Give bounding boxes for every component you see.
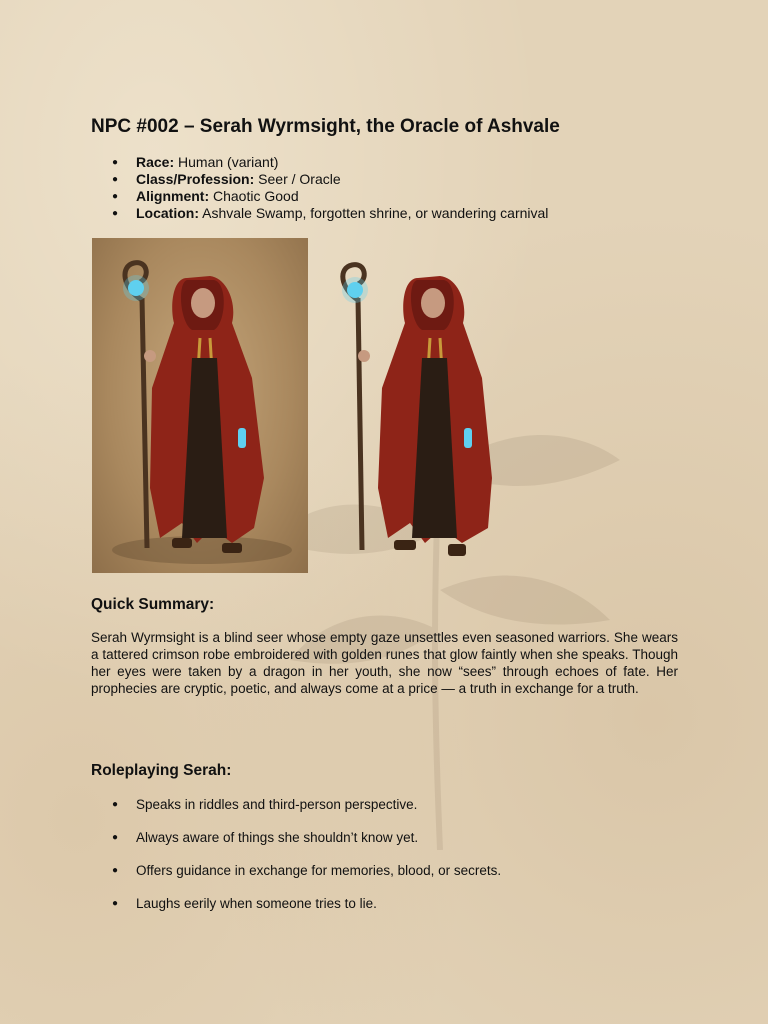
stat-value: Seer / Oracle xyxy=(258,171,341,187)
stat-race xyxy=(112,154,548,171)
stat-class xyxy=(112,171,548,188)
stat-value: Chaotic Good xyxy=(213,188,299,204)
roleplaying-item: ● Always aware of things she shouldn’t know yet. xyxy=(112,829,501,862)
stat-location xyxy=(112,205,548,222)
quick-summary-text: Serah Wyrmsight is a blind seer whose empty gaze unsettles even seasoned warriors. She wears a tattered crimson robe embroidered with golden runes that glow faintly when she speaks. Though her eyes were taken by a dragon in her youth, she now “sees” through echoes of fate. Her prophecies are cryptic, poetic, and always come at a price — a truth in exchange for a truth. xyxy=(91,630,678,696)
stat-list xyxy=(112,154,548,222)
roleplaying-item: ● Speaks in riddles and third-person perspective. xyxy=(112,796,501,829)
page-title: NPC #002 – Serah Wyrmsight, the Oracle of Ashvale xyxy=(91,116,560,137)
roleplaying-heading: Roleplaying Serah: xyxy=(91,762,232,779)
stat-value: Ashvale Swamp, forgotten shrine, or wandering carnival xyxy=(202,205,549,221)
cutout-figure-image xyxy=(330,238,510,573)
stat-label: Location: xyxy=(136,205,199,221)
stat-value: Human (variant) xyxy=(178,154,279,170)
roleplaying-item: ● Offers guidance in exchange for memories, blood, or secrets. xyxy=(112,862,501,895)
roleplaying-item: ● Laughs eerily when someone tries to lie. xyxy=(112,895,501,928)
roleplaying-list xyxy=(112,796,501,928)
stat-label: Class/Profession: xyxy=(136,171,255,187)
portrait-image xyxy=(92,238,308,573)
quick-summary-heading: Quick Summary: xyxy=(91,596,215,613)
stat-label: Alignment: xyxy=(136,188,210,204)
stat-alignment xyxy=(112,188,548,205)
stat-label: Race: xyxy=(136,154,175,170)
